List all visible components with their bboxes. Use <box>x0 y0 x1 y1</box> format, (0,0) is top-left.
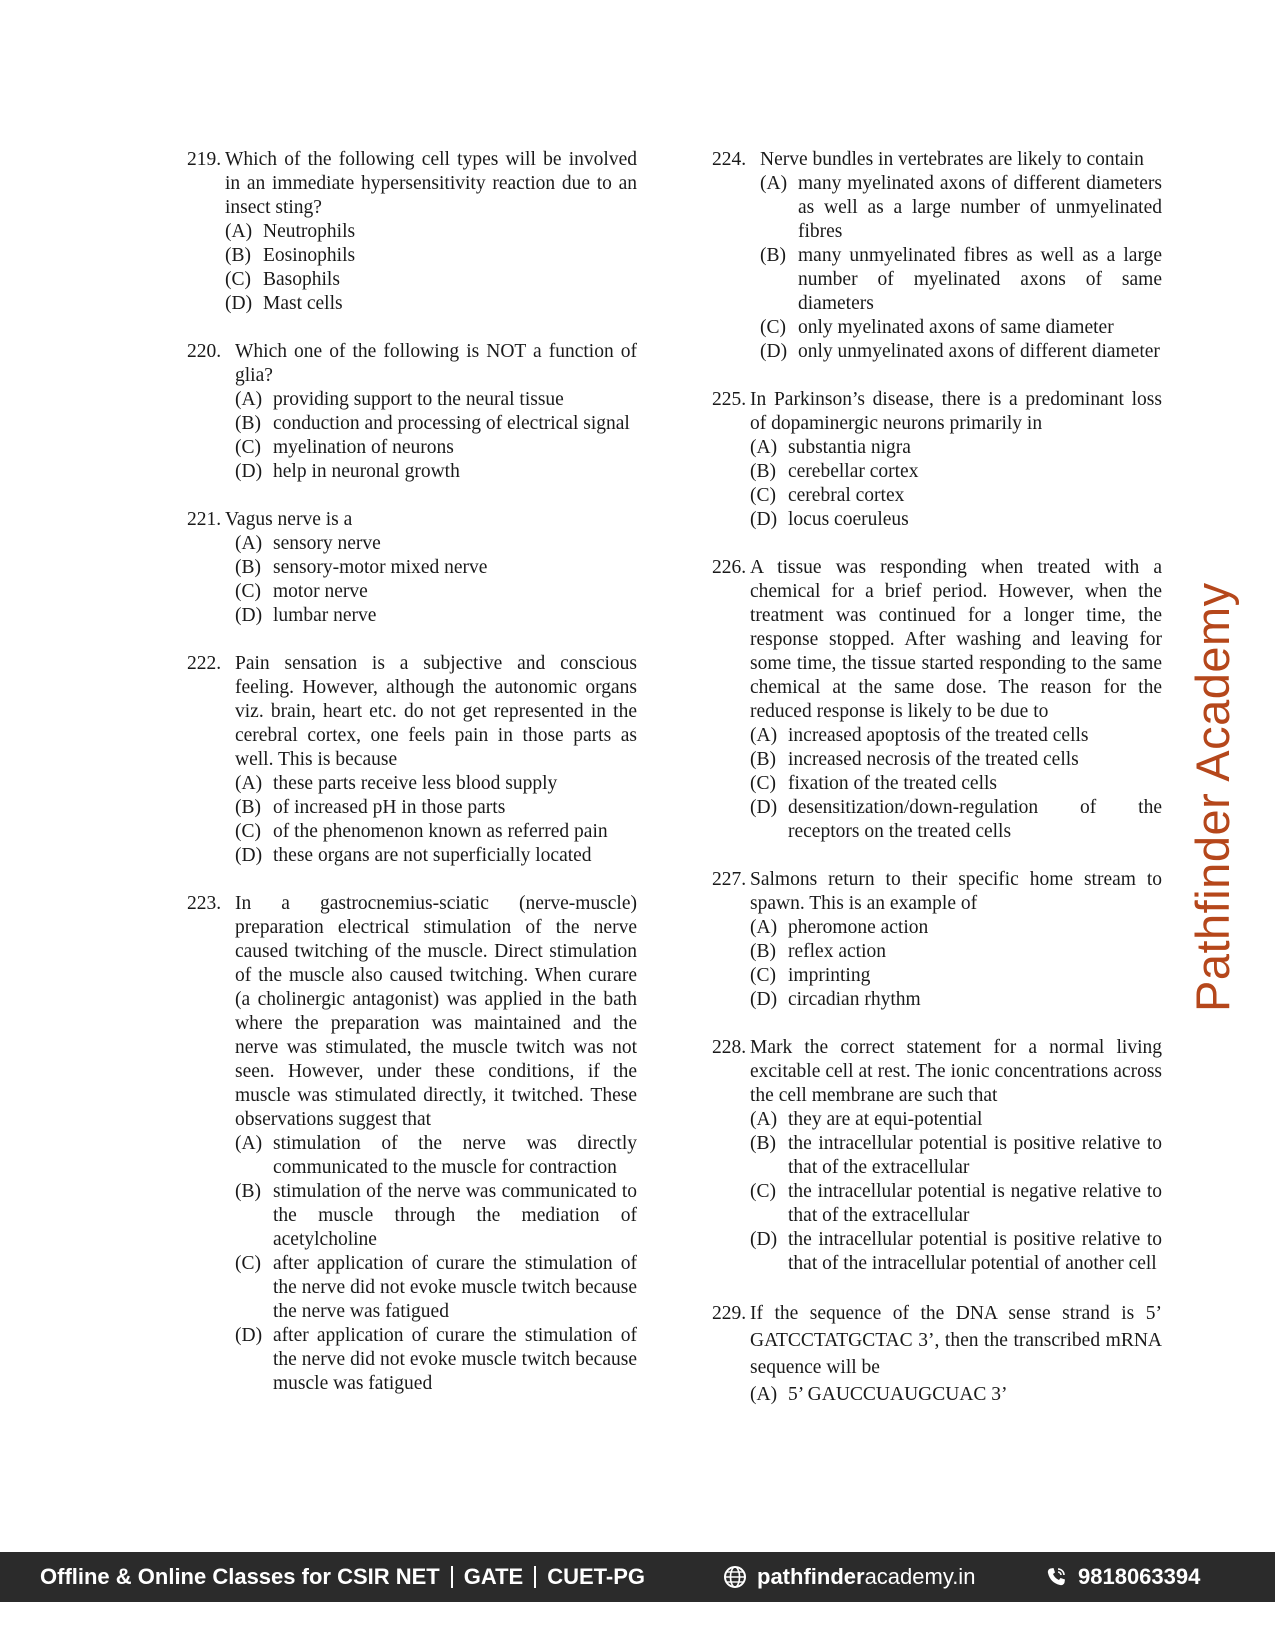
option-label: (B) <box>235 413 261 434</box>
option-label: (D) <box>235 605 263 626</box>
divider <box>534 1566 536 1588</box>
option-label: (A) <box>235 533 263 554</box>
option <box>750 772 1162 796</box>
question-222 <box>187 652 637 868</box>
option <box>750 1132 1162 1180</box>
option <box>750 964 1162 988</box>
option <box>750 748 1162 772</box>
question-number: 226. <box>712 557 747 578</box>
footer-classes <box>40 1564 645 1590</box>
option-text: many myelinated axons of different diameters as well as a large number of unmyelinated fibres <box>798 173 1162 242</box>
option <box>750 988 1162 1012</box>
option-text: sensory nerve <box>273 533 381 554</box>
options-list <box>712 436 1162 532</box>
option <box>235 796 637 820</box>
options-list <box>187 220 637 316</box>
option-text: cerebral cortex <box>788 485 905 506</box>
option <box>235 460 637 484</box>
question-225 <box>712 388 1162 532</box>
option <box>235 1252 637 1324</box>
option <box>750 484 1162 508</box>
option <box>760 244 1162 316</box>
option-label: (C) <box>235 821 261 842</box>
option-text: desensitization/down-regulation of the receptors on the treated cells <box>788 797 1162 842</box>
question-number: 227. <box>712 869 747 890</box>
option-label: (D) <box>750 509 778 530</box>
watermark-text: Pathfinder Academy <box>1186 582 1239 1012</box>
phone-number: 9818063394 <box>1078 1564 1201 1589</box>
question-stem: Mark the correct statement for a normal living excitable cell at rest. The ionic concentrations across the cell membrane are such that <box>750 1037 1162 1106</box>
option-text: 5’ GAUCCUAUGCUAC 3’ <box>788 1384 1008 1405</box>
question-stem: Pain sensation is a subjective and conscious feeling. However, although the autonomic organs viz. brain, heart etc. do not get represented in the cerebral cortex, one feels pain in those parts as well. This is because <box>235 653 637 770</box>
question-stem: In a gastrocnemius-sciatic (nerve-muscle) preparation electrical stimulation of the nerve caused twitching of the muscle. Direct stimulation of the muscle also caused twitching. When curare (a cholinergic antagonist) was applied in the bath where the preparation was maintained and the nerve was stimulated, the muscle twitch was not seen. However, under these conditions, if the muscle was stimulated directly, it twitched. These observations suggest that <box>235 893 637 1130</box>
question-number: 228. <box>712 1037 747 1058</box>
option-label: (B) <box>750 1133 776 1154</box>
question-stem: A tissue was responding when treated with a chemical for a brief period. However, when the treatment was continued for a longer time, the response stopped. After washing and leaving for some time, the tissue started responding to the same chemical at the same dose. The reason for the reduced response is likely to be due to <box>750 557 1162 722</box>
option <box>225 292 637 316</box>
option <box>225 220 637 244</box>
option-label: (A) <box>235 773 263 794</box>
option-label: (C) <box>750 1181 776 1202</box>
option <box>760 340 1162 364</box>
question-229 <box>712 1300 1162 1408</box>
option <box>235 580 637 604</box>
option-text: stimulation of the nerve was communicated to the muscle through the mediation of acetylcholine <box>273 1181 637 1250</box>
option-label: (D) <box>760 341 788 362</box>
option-label: (A) <box>750 917 778 938</box>
option <box>235 388 637 412</box>
option-label: (B) <box>760 245 786 266</box>
question-number: 223. <box>187 893 222 914</box>
option <box>225 244 637 268</box>
option-label: (B) <box>235 1181 261 1202</box>
option-label: (C) <box>760 317 786 338</box>
question-219 <box>187 148 637 316</box>
option-label: (D) <box>235 845 263 866</box>
option-text: after application of curare the stimulation of the nerve did not evoke muscle twitch because muscle was fatigued <box>273 1325 637 1394</box>
options-list <box>187 532 637 628</box>
option-label: (C) <box>235 437 261 458</box>
option <box>750 916 1162 940</box>
option-text: increased necrosis of the treated cells <box>788 749 1079 770</box>
option <box>750 508 1162 532</box>
options-list <box>187 1132 637 1396</box>
option-text: circadian rhythm <box>788 989 921 1010</box>
option-label: (A) <box>760 173 788 194</box>
option <box>235 436 637 460</box>
option-label: (B) <box>750 941 776 962</box>
option-text: these parts receive less blood supply <box>273 773 558 794</box>
website-text-bold: pathfinder <box>757 1564 865 1589</box>
option-label: (A) <box>750 437 778 458</box>
option <box>750 724 1162 748</box>
question-number: 220. <box>187 341 222 362</box>
option <box>760 172 1162 244</box>
question-stem: Which of the following cell types will be involved in an immediate hypersensitivity reaction due to an insect sting? <box>225 149 637 218</box>
option-label: (D) <box>235 1325 263 1346</box>
option-label: (A) <box>750 725 778 746</box>
option-text: myelination of neurons <box>273 437 454 458</box>
option <box>235 844 637 868</box>
footer-phone[interactable] <box>1044 1564 1200 1590</box>
question-number: 219. <box>187 149 222 170</box>
option-text: of increased pH in those parts <box>273 797 506 818</box>
option-label: (C) <box>750 485 776 506</box>
website-text: academy.in <box>864 1564 976 1589</box>
question-221 <box>187 508 637 628</box>
option-label: (B) <box>225 245 251 266</box>
question-number: 221. <box>187 509 222 530</box>
question-stem: Which one of the following is NOT a function of glia? <box>235 341 637 386</box>
question-stem: Salmons return to their specific home stream to spawn. This is an example of <box>750 869 1162 914</box>
footer-banner <box>0 1552 1275 1602</box>
option <box>235 1132 637 1180</box>
option-text: increased apoptosis of the treated cells <box>788 725 1089 746</box>
option-label: (D) <box>225 293 253 314</box>
option-text: imprinting <box>788 965 871 986</box>
options-list <box>712 172 1162 364</box>
option-text: only unmyelinated axons of different diameter <box>798 341 1160 362</box>
option-text: stimulation of the nerve was directly communicated to the muscle for contraction <box>273 1133 637 1178</box>
option-label: (B) <box>750 461 776 482</box>
question-220 <box>187 340 637 484</box>
option-text: reflex action <box>788 941 886 962</box>
option <box>750 940 1162 964</box>
option-label: (C) <box>235 581 261 602</box>
option-text: of the phenomenon known as referred pain <box>273 821 608 842</box>
option-label: (D) <box>750 1229 778 1250</box>
option-label: (B) <box>235 557 261 578</box>
option-text: after application of curare the stimulation of the nerve did not evoke muscle twitch because the nerve was fatigued <box>273 1253 637 1322</box>
option <box>235 1324 637 1396</box>
option-label: (D) <box>750 989 778 1010</box>
option-text: these organs are not superficially located <box>273 845 592 866</box>
option-text: sensory-motor mixed nerve <box>273 557 488 578</box>
option-text: Eosinophils <box>263 245 356 266</box>
option-text: lumbar nerve <box>273 605 377 626</box>
option-text: Basophils <box>263 269 340 290</box>
question-226 <box>712 556 1162 844</box>
option-text: the intracellular potential is positive relative to that of the extracellular <box>788 1133 1162 1178</box>
option-label: (C) <box>235 1253 261 1274</box>
option <box>750 1108 1162 1132</box>
globe-icon <box>723 1565 747 1589</box>
cuet-text: CUET-PG <box>547 1564 646 1589</box>
option <box>750 436 1162 460</box>
option <box>235 556 637 580</box>
option-text: locus coeruleus <box>788 509 909 530</box>
divider <box>451 1566 453 1588</box>
option <box>235 772 637 796</box>
option <box>235 1180 637 1252</box>
option <box>235 532 637 556</box>
option-label: (A) <box>750 1109 778 1130</box>
option-label: (C) <box>225 269 251 290</box>
option-label: (A) <box>225 221 253 242</box>
option-text: the intracellular potential is negative relative to that of the extracellular <box>788 1181 1162 1226</box>
option-text: pheromone action <box>788 917 929 938</box>
option-text: Mast cells <box>263 293 343 314</box>
option-text: they are at equi-potential <box>788 1109 983 1130</box>
question-stem: If the sequence of the DNA sense strand is 5’ GATCCTATGCTAC 3’, then the transcribed mRNA sequence will be <box>750 1303 1162 1378</box>
options-list <box>187 388 637 484</box>
phone-icon <box>1044 1565 1068 1589</box>
option-text: only myelinated axons of same diameter <box>798 317 1114 338</box>
option <box>750 1228 1162 1276</box>
option-text: Neutrophils <box>263 221 356 242</box>
question-number: 222. <box>187 653 222 674</box>
options-list <box>712 916 1162 1012</box>
options-list <box>187 772 637 868</box>
question-224 <box>712 148 1162 364</box>
question-stem: Nerve bundles in vertebrates are likely to contain <box>760 149 1144 170</box>
options-list <box>712 1381 1162 1408</box>
option <box>225 268 637 292</box>
question-227 <box>712 868 1162 1012</box>
option-text: cerebellar cortex <box>788 461 919 482</box>
left-column <box>187 148 637 1420</box>
option-text: providing support to the neural tissue <box>273 389 564 410</box>
option-label: (A) <box>235 1133 263 1154</box>
option <box>760 316 1162 340</box>
option <box>235 820 637 844</box>
question-stem: In Parkinson’s disease, there is a predominant loss of dopaminergic neurons primarily in <box>750 389 1162 434</box>
option <box>750 1180 1162 1228</box>
options-list <box>712 1108 1162 1276</box>
footer-website[interactable] <box>723 1564 975 1590</box>
right-column <box>712 148 1162 1432</box>
question-number: 229. <box>712 1303 747 1324</box>
question-stem: Vagus nerve is a <box>225 509 353 530</box>
option-text: motor nerve <box>273 581 368 602</box>
option-text: substantia nigra <box>788 437 911 458</box>
option-label: (A) <box>750 1384 778 1405</box>
option <box>750 1381 1162 1408</box>
option-text: conduction and processing of electrical signal <box>273 413 630 434</box>
option-text: many unmyelinated fibres as well as a large number of myelinated axons of same diameters <box>798 245 1162 314</box>
option-label: (B) <box>750 749 776 770</box>
option-text: the intracellular potential is positive relative to that of the intracellular potential of another cell <box>788 1229 1162 1274</box>
option-label: (C) <box>750 965 776 986</box>
option-text: fixation of the treated cells <box>788 773 997 794</box>
question-number: 225. <box>712 389 747 410</box>
option-label: (A) <box>235 389 263 410</box>
options-list <box>712 724 1162 844</box>
option <box>235 412 637 436</box>
option-text: help in neuronal growth <box>273 461 460 482</box>
classes-text: Offline & Online Classes for CSIR NET <box>40 1564 440 1589</box>
option-label: (D) <box>235 461 263 482</box>
option-label: (C) <box>750 773 776 794</box>
option-label: (D) <box>750 797 778 818</box>
option <box>750 460 1162 484</box>
option-label: (B) <box>235 797 261 818</box>
option <box>235 604 637 628</box>
gate-text: GATE <box>463 1564 524 1589</box>
question-number: 224. <box>712 149 747 170</box>
question-228 <box>712 1036 1162 1276</box>
option <box>750 796 1162 844</box>
question-223 <box>187 892 637 1396</box>
